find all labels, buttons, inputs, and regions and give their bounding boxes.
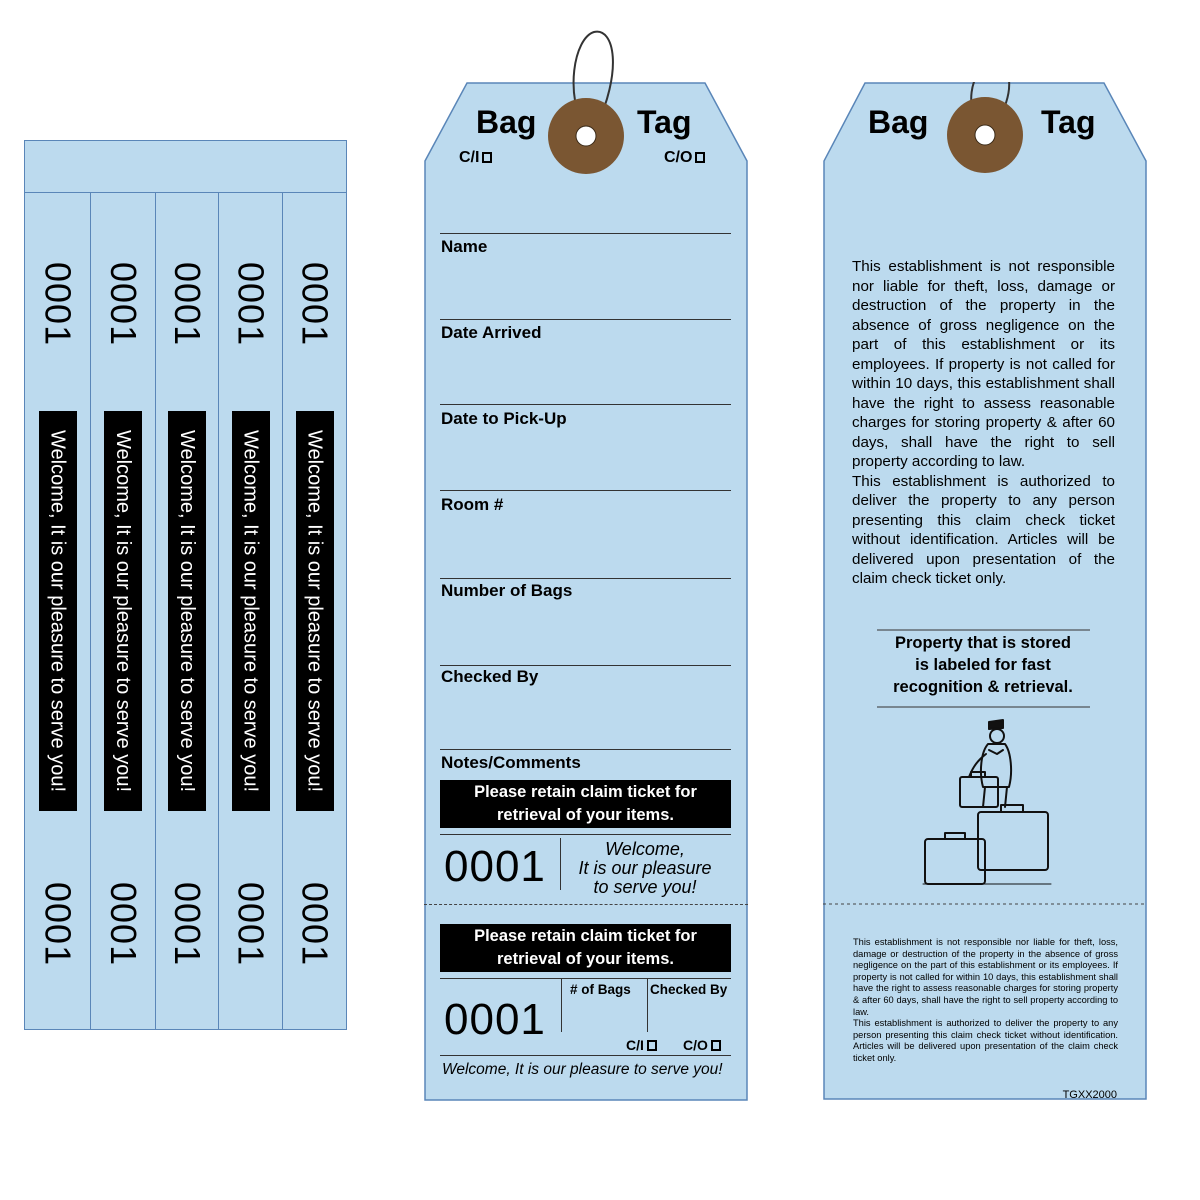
- claim-notice-line: retrieval of your items.: [497, 806, 674, 824]
- claim-rule: [440, 834, 731, 835]
- claim-notice-line: Please retain claim ticket for: [474, 927, 697, 945]
- claim-rule: [440, 978, 731, 979]
- field-number-of-bags-label: Number of Bags: [441, 581, 573, 600]
- field-rule: [440, 233, 731, 234]
- stub-strips: [24, 140, 347, 1030]
- claim-notice-bar: [440, 780, 731, 828]
- checkout-checkbox[interactable]: [683, 1037, 721, 1053]
- stub-number: 0001: [103, 262, 144, 347]
- claim-rule: [440, 1055, 731, 1056]
- welcome-line: Welcome,: [605, 839, 685, 859]
- property-note-line: is labeled for fast: [915, 656, 1051, 674]
- property-note-line: Property that is stored: [894, 634, 1072, 652]
- stub-number: 0001: [37, 262, 79, 347]
- field-rule: [440, 319, 731, 320]
- claim-divider: [561, 978, 562, 1032]
- footer-welcome: Welcome, It is our pleasure to serve you!: [442, 1061, 723, 1078]
- checkbox-icon: [647, 1040, 657, 1051]
- checkin-checkbox[interactable]: [459, 149, 492, 167]
- welcome-message: [569, 840, 721, 897]
- stub-number: 0001: [103, 882, 144, 967]
- field-checked-by-label: Checked By: [441, 667, 539, 686]
- property-note: [875, 632, 1091, 698]
- field-rule: [440, 665, 731, 666]
- field-rule: [440, 749, 731, 750]
- claim-notice-line: retrieval of your items.: [497, 950, 674, 968]
- tag-title-bag: Bag: [868, 104, 929, 140]
- field-rule: [440, 578, 731, 579]
- stub-number: 0001: [230, 882, 272, 967]
- ticket-number: 0001: [444, 842, 546, 891]
- stub-strip: [283, 192, 346, 1030]
- welcome-line: to serve you!: [593, 877, 697, 897]
- stub-number: 0001: [294, 882, 336, 967]
- checkout-label: C/O: [664, 149, 693, 166]
- checkout-checkbox[interactable]: [664, 149, 705, 167]
- small-liability-disclaimer: This establishment is not responsible nor liable for theft, loss, damage or destruction of the property in the absence of gross negligence on the part of this establishment or its employees. If property is not called for within 10 days, this establishment shall have the right to assess reasonable charges for storing property & after 60 days, shall have the right to sell property according to law. This establishment is authorized to deliver the property to any person presenting this claim check ticket without identification. Articles will be delivered upon presentation of the claim check ticket only.: [853, 937, 1118, 1063]
- stub-strips-header: [25, 141, 346, 193]
- checkbox-icon: [482, 152, 492, 163]
- claim-notice-bar: [440, 924, 731, 972]
- front-tag: [424, 30, 748, 1102]
- product-code: TGXX2000: [1062, 1089, 1117, 1101]
- stub-number: 0001: [167, 882, 208, 967]
- field-date-pickup-label: Date to Pick-Up: [441, 409, 567, 428]
- field-room-label: Room #: [441, 495, 504, 514]
- perforation-line: [424, 904, 748, 905]
- field-rule: [440, 490, 731, 491]
- checkin-checkbox[interactable]: [626, 1037, 657, 1053]
- back-tag: [823, 82, 1147, 1100]
- property-note-line: recognition & retrieval.: [893, 678, 1073, 696]
- field-date-arrived-label: Date Arrived: [441, 323, 542, 342]
- checkbox-icon: [695, 152, 705, 163]
- stub-welcome: Welcome, It is our pleasure to serve you!: [39, 411, 77, 811]
- tag-title-tag: Tag: [637, 104, 692, 140]
- stub-number: 0001: [37, 882, 79, 967]
- stub-strip: [25, 192, 91, 1030]
- checkin-label: C/I: [459, 149, 480, 166]
- claim-notice-line: Please retain claim ticket for: [474, 783, 697, 801]
- checkout-label: C/O: [683, 1037, 708, 1053]
- liability-disclaimer: This establishment is not responsible nor liable for theft, loss, damage or destruction of the property in the absence of gross negligence on the part of this establishment or its employees. If property is not called for within 10 days, this establishment shall have the right to assess reasonable charges for storing property & after 60 days, shall have the right to sell property according to law. This establishment is authorized to deliver the property to any person presenting this claim check ticket without identification. Articles will be delivered upon presentation of the claim check ticket only.: [852, 258, 1115, 587]
- field-notes-label: Notes/Comments: [441, 753, 581, 772]
- field-name-label: Name: [441, 237, 488, 256]
- tag-title-bag: Bag: [476, 104, 537, 140]
- checked-by-label: Checked By: [650, 982, 728, 997]
- claim-divider: [647, 978, 648, 1032]
- claim-divider: [560, 838, 561, 890]
- stub-welcome: Welcome, It is our pleasure to serve you!: [104, 411, 142, 811]
- stub-welcome: Welcome, It is our pleasure to serve you!: [296, 411, 334, 811]
- checkbox-icon: [711, 1040, 721, 1051]
- field-rule: [440, 404, 731, 405]
- tag-title-tag: Tag: [1041, 104, 1096, 140]
- stub-number: 0001: [167, 262, 208, 347]
- bags-count-label: # of Bags: [570, 982, 631, 997]
- stub-number: 0001: [230, 262, 272, 347]
- ticket-number: 0001: [444, 995, 546, 1044]
- stub-strip: [156, 192, 219, 1030]
- stub-strip: [91, 192, 156, 1030]
- stub-welcome: Welcome, It is our pleasure to serve you!: [168, 411, 206, 811]
- stub-strip: [219, 192, 283, 1030]
- welcome-line: It is our pleasure: [578, 858, 712, 878]
- stub-number: 0001: [294, 262, 336, 347]
- stub-welcome: Welcome, It is our pleasure to serve you!: [232, 411, 270, 811]
- checkin-label: C/I: [626, 1037, 644, 1053]
